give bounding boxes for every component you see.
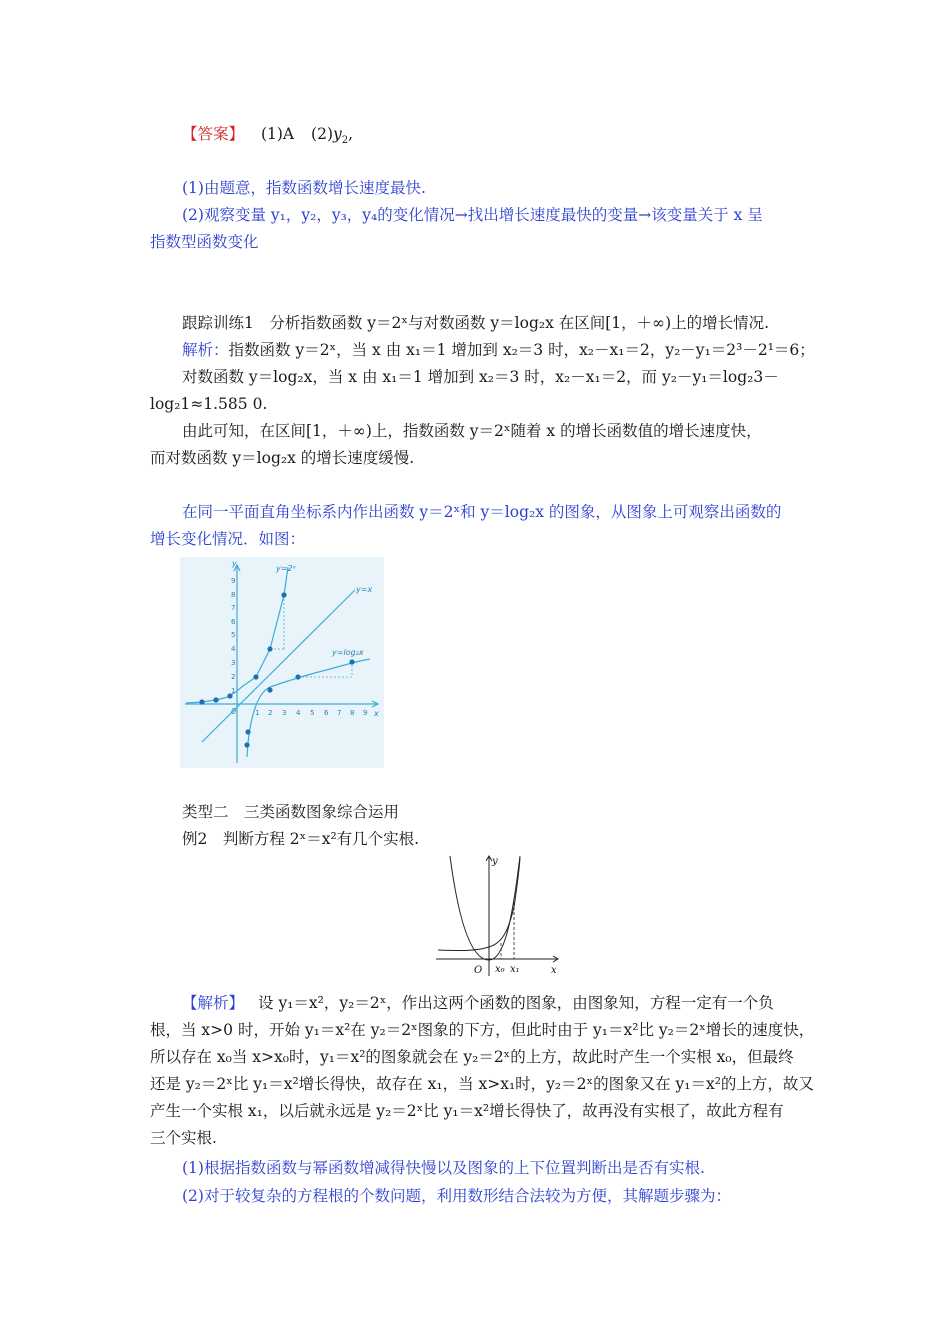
graph-1-x-tick: 7: [337, 709, 342, 717]
graph-1-x-tick: 3: [282, 709, 287, 717]
note-line-1: 在同一平面直角坐标系内作出函数 y＝2ˣ和 y＝log₂x 的图象，从图象上可观察出函数的: [182, 503, 782, 521]
note-line-2: 增长变化情况．如图：: [150, 530, 306, 548]
graph-1-point: [199, 699, 204, 704]
hint-line-1: (1)由题意，指数函数增长速度最快.: [182, 179, 426, 197]
graph-1-y-tick: 7: [231, 604, 236, 612]
graph-1-x-tick: 4: [296, 709, 301, 717]
answer-part2-tail: ,: [348, 125, 354, 143]
graph-1-y-tick: 9: [231, 577, 236, 585]
graph-1-x-tick: 5: [310, 709, 315, 717]
analysis-note-1: (1)根据指数函数与幂函数增减得快慢以及图象的上下位置判断出是否有实根.: [182, 1159, 705, 1177]
analysis-line-1: [182, 993, 774, 1013]
exercise-line-2: 对数函数 y＝log₂x，当 x 由 x₁＝1 增加到 x₂＝3 时，x₂－x₁＝2，而 y₂－y₁＝log₂3－: [182, 368, 779, 386]
graph-2-exp-curve: [438, 858, 520, 951]
analysis-note-2: (2)对于较复杂的方程根的个数问题，利用数形结合法较为方便，其解题步骤为：: [182, 1187, 731, 1205]
exercise-line-4: 由此可知，在区间[1，＋∞)上，指数函数 y＝2ˣ随着 x 的增长函数值的增长速度快，: [182, 422, 762, 440]
graph-1-point: [349, 659, 354, 664]
example2-title: 例2 判断方程 2ˣ＝x²有几个实根.: [182, 830, 420, 848]
graph-1-point: [295, 674, 300, 679]
hint-line-2: (2)观察变量 y₁，y₂，y₃，y₄的变化情况→找出增长速度最快的变量→该变量关于 x 呈: [182, 206, 763, 224]
exercise-jiexi-label: 解析：: [182, 341, 229, 359]
graph-1-y-tick: 8: [231, 591, 236, 599]
graph-1-line-label: y=x: [356, 585, 373, 594]
answer-label: 【答案】: [182, 125, 245, 143]
graph-1-y-tick: 1: [231, 687, 236, 695]
answer-line: [182, 124, 354, 147]
graph-1-log-label: y=log₂x: [332, 648, 364, 657]
graph-1-point: [267, 646, 272, 651]
graph-1-point: [244, 742, 249, 747]
analysis-line-4: 还是 y₂＝2ˣ比 y₁＝x²增长得快，故存在 x₁，当 x>x₁时，y₂＝2ˣ的图象又在 y₁＝x²的上方，故又: [150, 1075, 814, 1093]
graph-1-x-tick: 8: [350, 709, 355, 717]
answer-part2-prefix: (2): [311, 125, 334, 143]
graph-2-x1-label: x₁: [510, 964, 520, 975]
graph-2-parabola: [450, 856, 520, 960]
graph-1-y-tick: 5: [231, 631, 236, 639]
analysis-line-3: 所以存在 x₀当 x>x₀时，y₁＝x²的图象就会在 y₂＝2ˣ的上方，故此时产生一个实根 x₀，但最终: [150, 1048, 794, 1066]
graph-2-x0-label: x₀: [495, 964, 505, 975]
graph-1-point: [281, 592, 286, 597]
graph-1-x-tick: 6: [324, 709, 329, 717]
answer-part2-sub: 2: [341, 135, 349, 147]
exercise-line-1: [182, 340, 815, 360]
analysis-line-1-text: 设 y₁＝x²，y₂＝2ˣ，作出这两个函数的图象，由图象知，方程一定有一个负: [258, 994, 774, 1012]
hint-line-3: 指数型函数变化: [150, 233, 259, 251]
type2-title: 类型二 三类函数图象综合运用: [182, 803, 400, 821]
graph-1-y-tick: 4: [231, 645, 236, 653]
graph-2-y-label: y: [492, 856, 498, 867]
analysis-label: 【解析】: [182, 994, 245, 1012]
graph-1-y-tick: 3: [231, 659, 236, 667]
analysis-line-5: 产生一个实根 x₁，以后就永远是 y₂＝2ˣ比 y₁＝x²增长得快了，故再没有实根了，故此方程有: [150, 1102, 784, 1120]
analysis-line-6: 三个实根.: [150, 1129, 217, 1147]
graph-1-point: [213, 697, 218, 702]
graph-1-origin-label: 0: [231, 707, 237, 716]
graph-1-exp-label: y=2ˣ: [276, 564, 297, 573]
answer-part2-var: y: [333, 125, 342, 143]
graph-2-x-label: x: [551, 965, 557, 976]
graph-1-point: [267, 687, 272, 692]
exercise-line-5: 而对数函数 y＝log₂x 的增长速度缓慢.: [150, 449, 415, 467]
answer-part1: (1)A: [260, 125, 295, 143]
graph-1-point: [245, 729, 250, 734]
function-graph-2: [432, 852, 564, 980]
graph-1-x-tick: 9: [363, 709, 368, 717]
analysis-line-2: 根，当 x>0 时，开始 y₁＝x²在 y₂＝2ˣ图象的下方，但此时由于 y₁＝x²比 y₂＝2ˣ增长的速度快，: [150, 1021, 815, 1039]
graph-1-x-tick: 1: [255, 709, 260, 717]
graph-1-y-tick: 2: [231, 673, 236, 681]
graph-1-y-label: y: [232, 559, 237, 568]
graph-1-x-tick: 2: [268, 709, 273, 717]
graph-2-origin-label: O: [474, 965, 483, 976]
graph-1-y-tick: 6: [231, 618, 236, 626]
exercise-line-3: log₂1≈1.585 0.: [150, 395, 268, 413]
exercise-line-1-text: 指数函数 y＝2ˣ，当 x 由 x₁＝1 增加到 x₂＝3 时，x₂－x₁＝2，y₂－y₁＝2³－2¹＝6；: [228, 341, 815, 359]
function-graph-1: [180, 557, 384, 768]
graph-1-point: [253, 674, 258, 679]
exercise-title: 跟踪训练1 分析指数函数 y＝2ˣ与对数函数 y＝log₂x 在区间[1，＋∞)上的增长情况.: [182, 314, 770, 332]
graph-1-x-label: x: [374, 709, 379, 718]
